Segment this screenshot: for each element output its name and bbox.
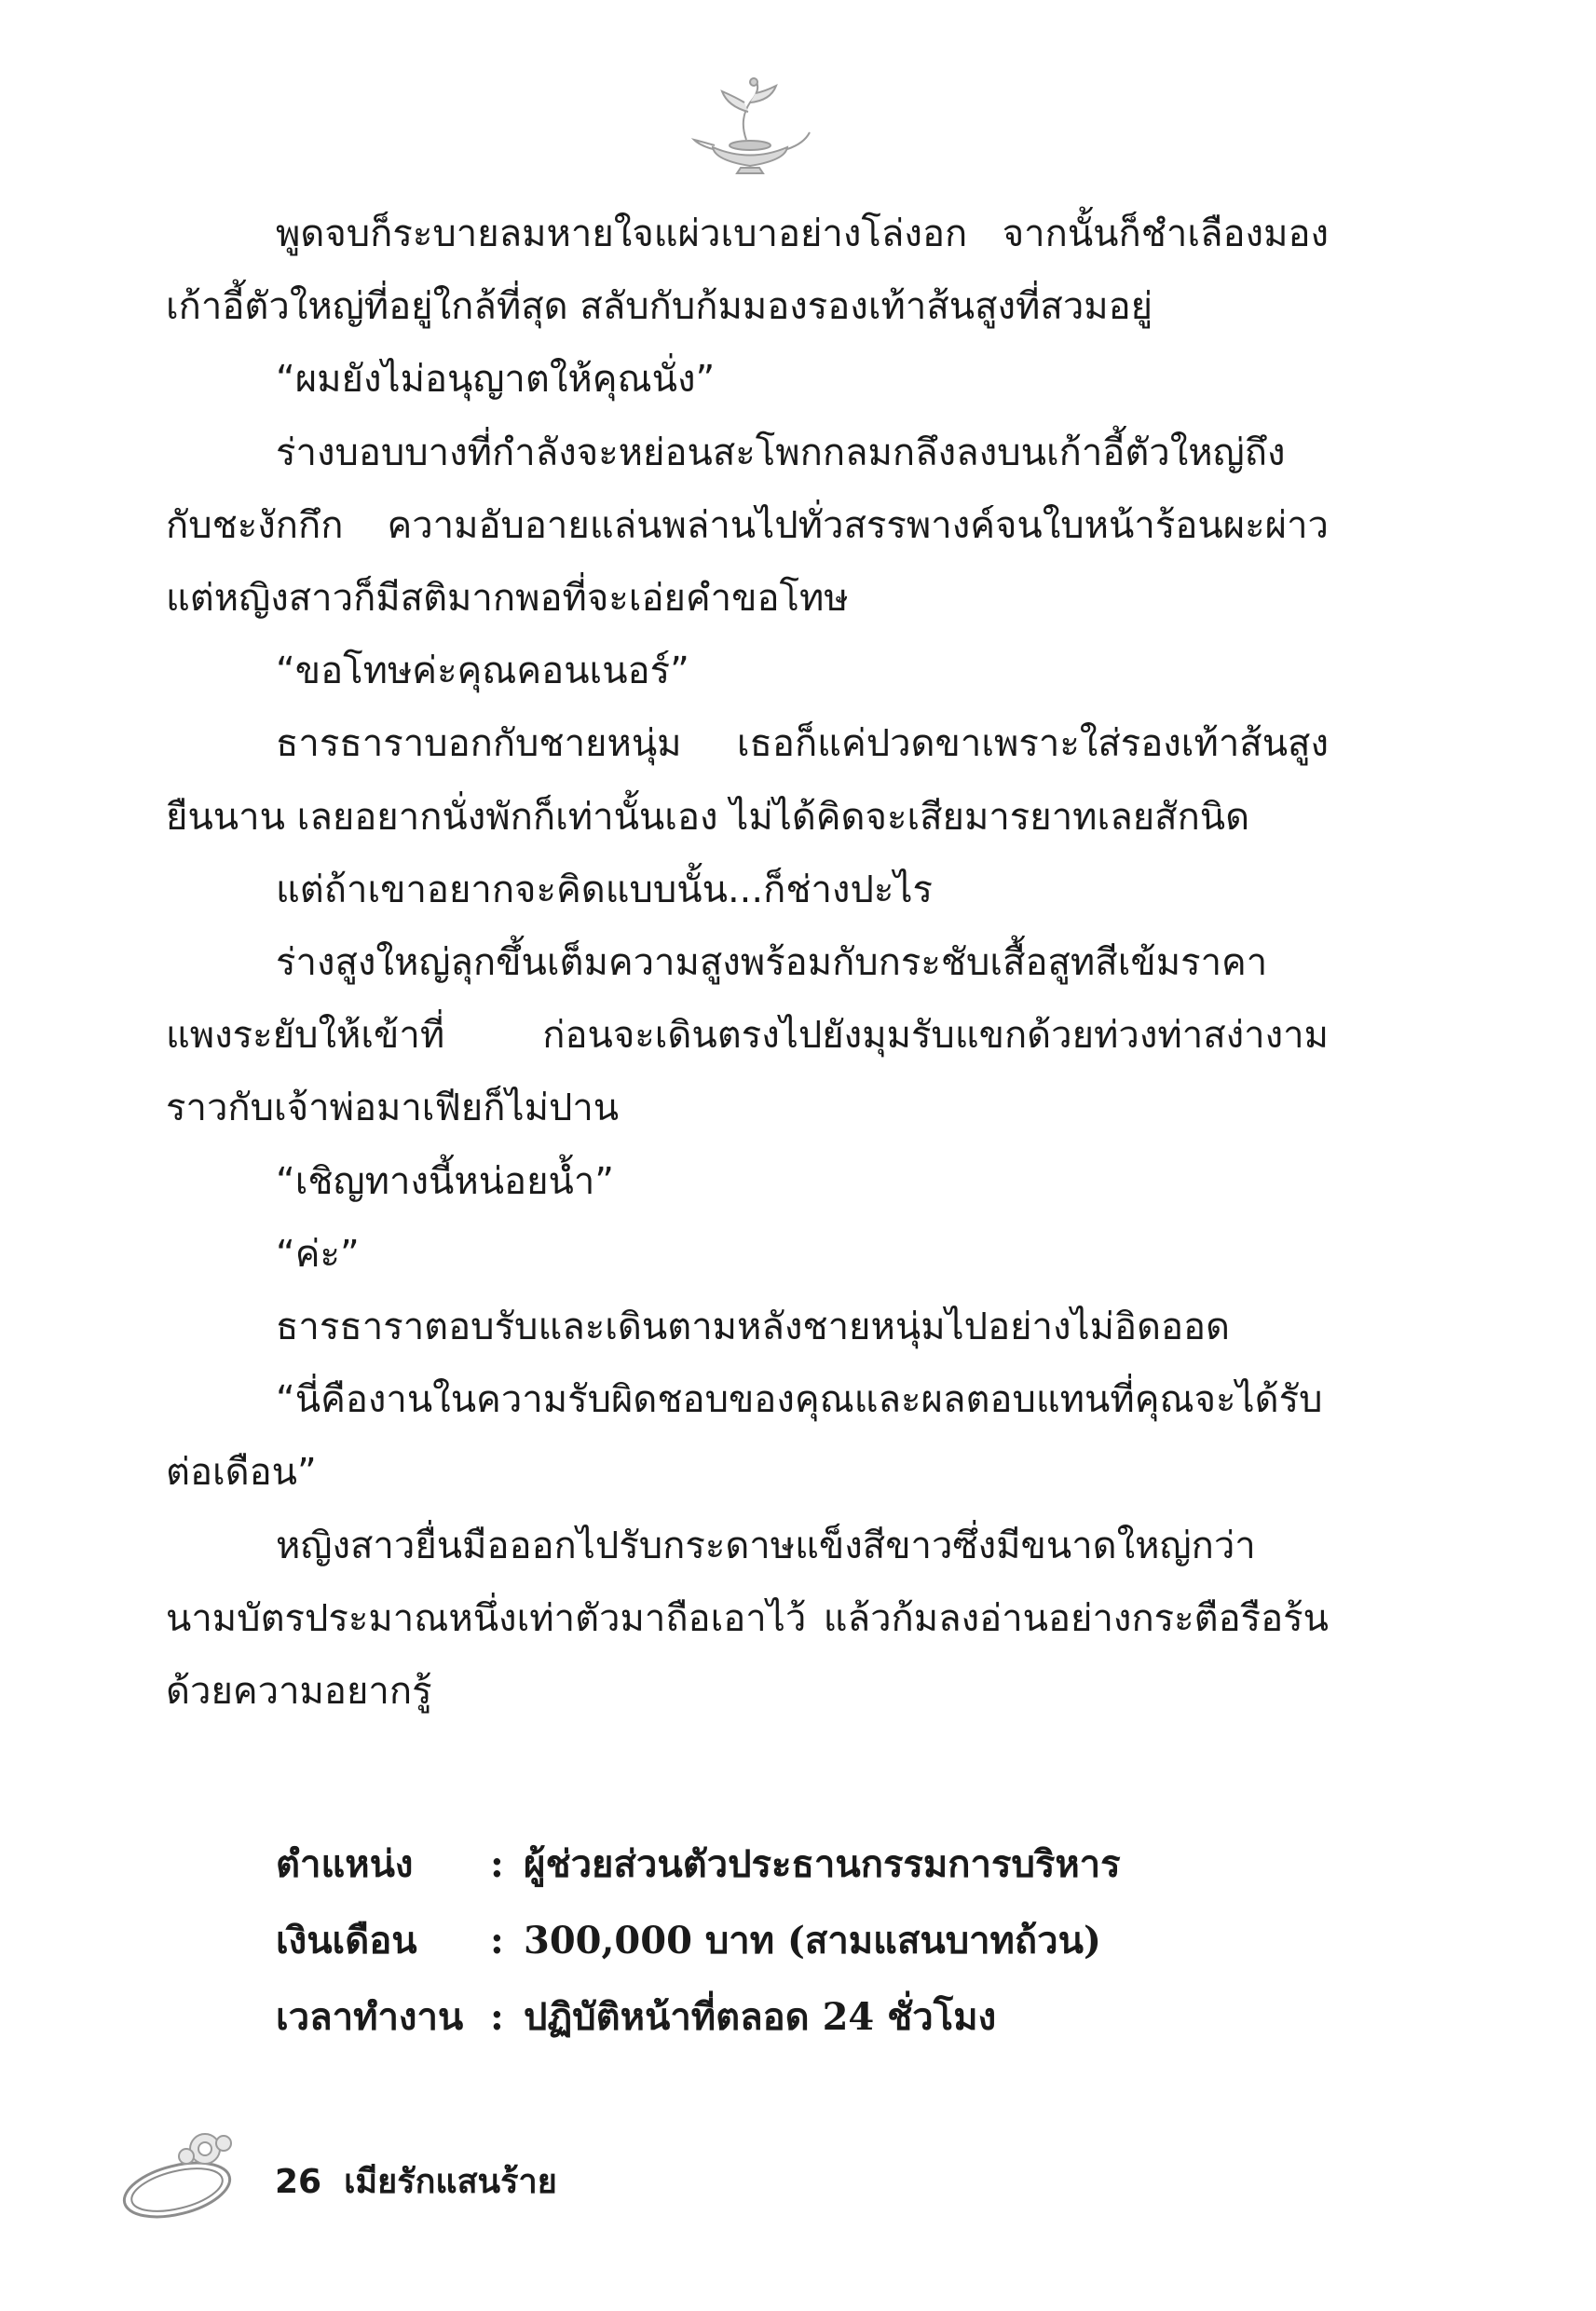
info-colon: :	[490, 1995, 504, 2039]
paragraph: “ขอโทษค่ะคุณคอนเนอร์”	[276, 650, 689, 693]
info-value: 300,000 บาท (สามแสนบาทถ้วน)	[524, 1919, 1101, 1962]
paragraph: “เชิญทางนี้หน่อยน้ำ”	[276, 1159, 615, 1203]
paragraph: หญิงสาวยื่นมือออกไปรับกระดาษแข็งสีขาวซึ่งมีขนาดใหญ่กว่านามบัตรประมาณหนึ่งเท่าตัวมาถือเอาไว้ แล้วก้มลงอ่านอย่างกระตือรือร้นด้วยความอยากรู้	[166, 1524, 1329, 1714]
story-text	[166, 198, 1329, 1728]
paragraph: ร่างบอบบางที่กำลังจะหย่อนสะโพกกลมกลึงลงบนเก้าอี้ตัวใหญ่ถึงกับชะงักกึก ความอับอายแล่นพล่านไปทั่วสรรพางค์จนใบหน้าร้อนผะผ่าว แต่หญิงสาวก็มีสติมากพอที่จะเอ่ยคำขอโทษ	[166, 431, 1329, 621]
paragraph: “นี่คืองานในความรับผิดชอบของคุณและผลตอบแทนที่คุณจะได้รับต่อเดือน”	[166, 1378, 1323, 1495]
info-colon: :	[490, 1842, 504, 1886]
paragraph: แต่ถ้าเขาอยากจะคิดแบบนั้น...ก็ช่างปะไร	[276, 868, 933, 911]
info-value: ปฏิบัติหน้าที่ตลอด 24 ชั่วโมง	[524, 1995, 997, 2039]
info-colon: :	[490, 1919, 504, 1962]
paragraph: ธารธาราตอบรับและเดินตามหลังชายหนุ่มไปอย่างไม่อิดออด	[276, 1306, 1231, 1349]
paragraph: ร่างสูงใหญ่ลุกขึ้นเต็มความสูงพร้อมกับกระชับเสื้อสูทสีเข้มราคาแพงระยับให้เข้าที่ ก่อนจะเดินตรงไปยังมุมรับแขกด้วยท่วงท่าสง่างามราวกับเจ้าพ่อมาเฟียก็ไม่ปาน	[166, 941, 1329, 1130]
book-title: เมียรักแสนร้าย	[344, 2163, 557, 2201]
paragraph: “ค่ะ”	[276, 1232, 360, 1276]
page-footer	[112, 2115, 764, 2227]
info-key: ตำแหน่ง	[276, 1842, 414, 1886]
info-value: ผู้ช่วยส่วนตัวประธานกรรมการบริหาร	[524, 1842, 1121, 1886]
info-key: เงินเดือน	[276, 1919, 417, 1962]
info-row-position	[276, 1826, 1121, 1903]
paragraph: ธารธาราบอกกับชายหนุ่ม เธอก็แค่ปวดขาเพราะใส่รองเท้าส้นสูงยืนนาน เลยอยากนั่งพักก็เท่านั้นเอง ไม่ได้คิดจะเสียมารยาทเลยสักนิด	[166, 722, 1329, 839]
job-card-details	[276, 1826, 1121, 2056]
diamond-ring-icon	[112, 2115, 261, 2227]
paragraph: พูดจบก็ระบายลมหายใจแผ่วเบาอย่างโล่งอก จากนั้นก็ชำเลืองมองเก้าอี้ตัวใหญ่ที่อยู่ใกล้ที่สุด สลับกับก้มมองรองเท้าส้นสูงที่สวมอยู่	[166, 212, 1329, 329]
info-row-hours	[276, 1979, 1121, 2056]
info-key: เวลาทำงาน	[276, 1995, 464, 2039]
info-row-salary	[276, 1903, 1121, 1979]
paragraph: “ผมยังไม่อนุญาตให้คุณนั่ง”	[276, 358, 716, 402]
page-number: 26	[275, 2163, 322, 2201]
fairy-lamp-icon	[685, 75, 815, 177]
